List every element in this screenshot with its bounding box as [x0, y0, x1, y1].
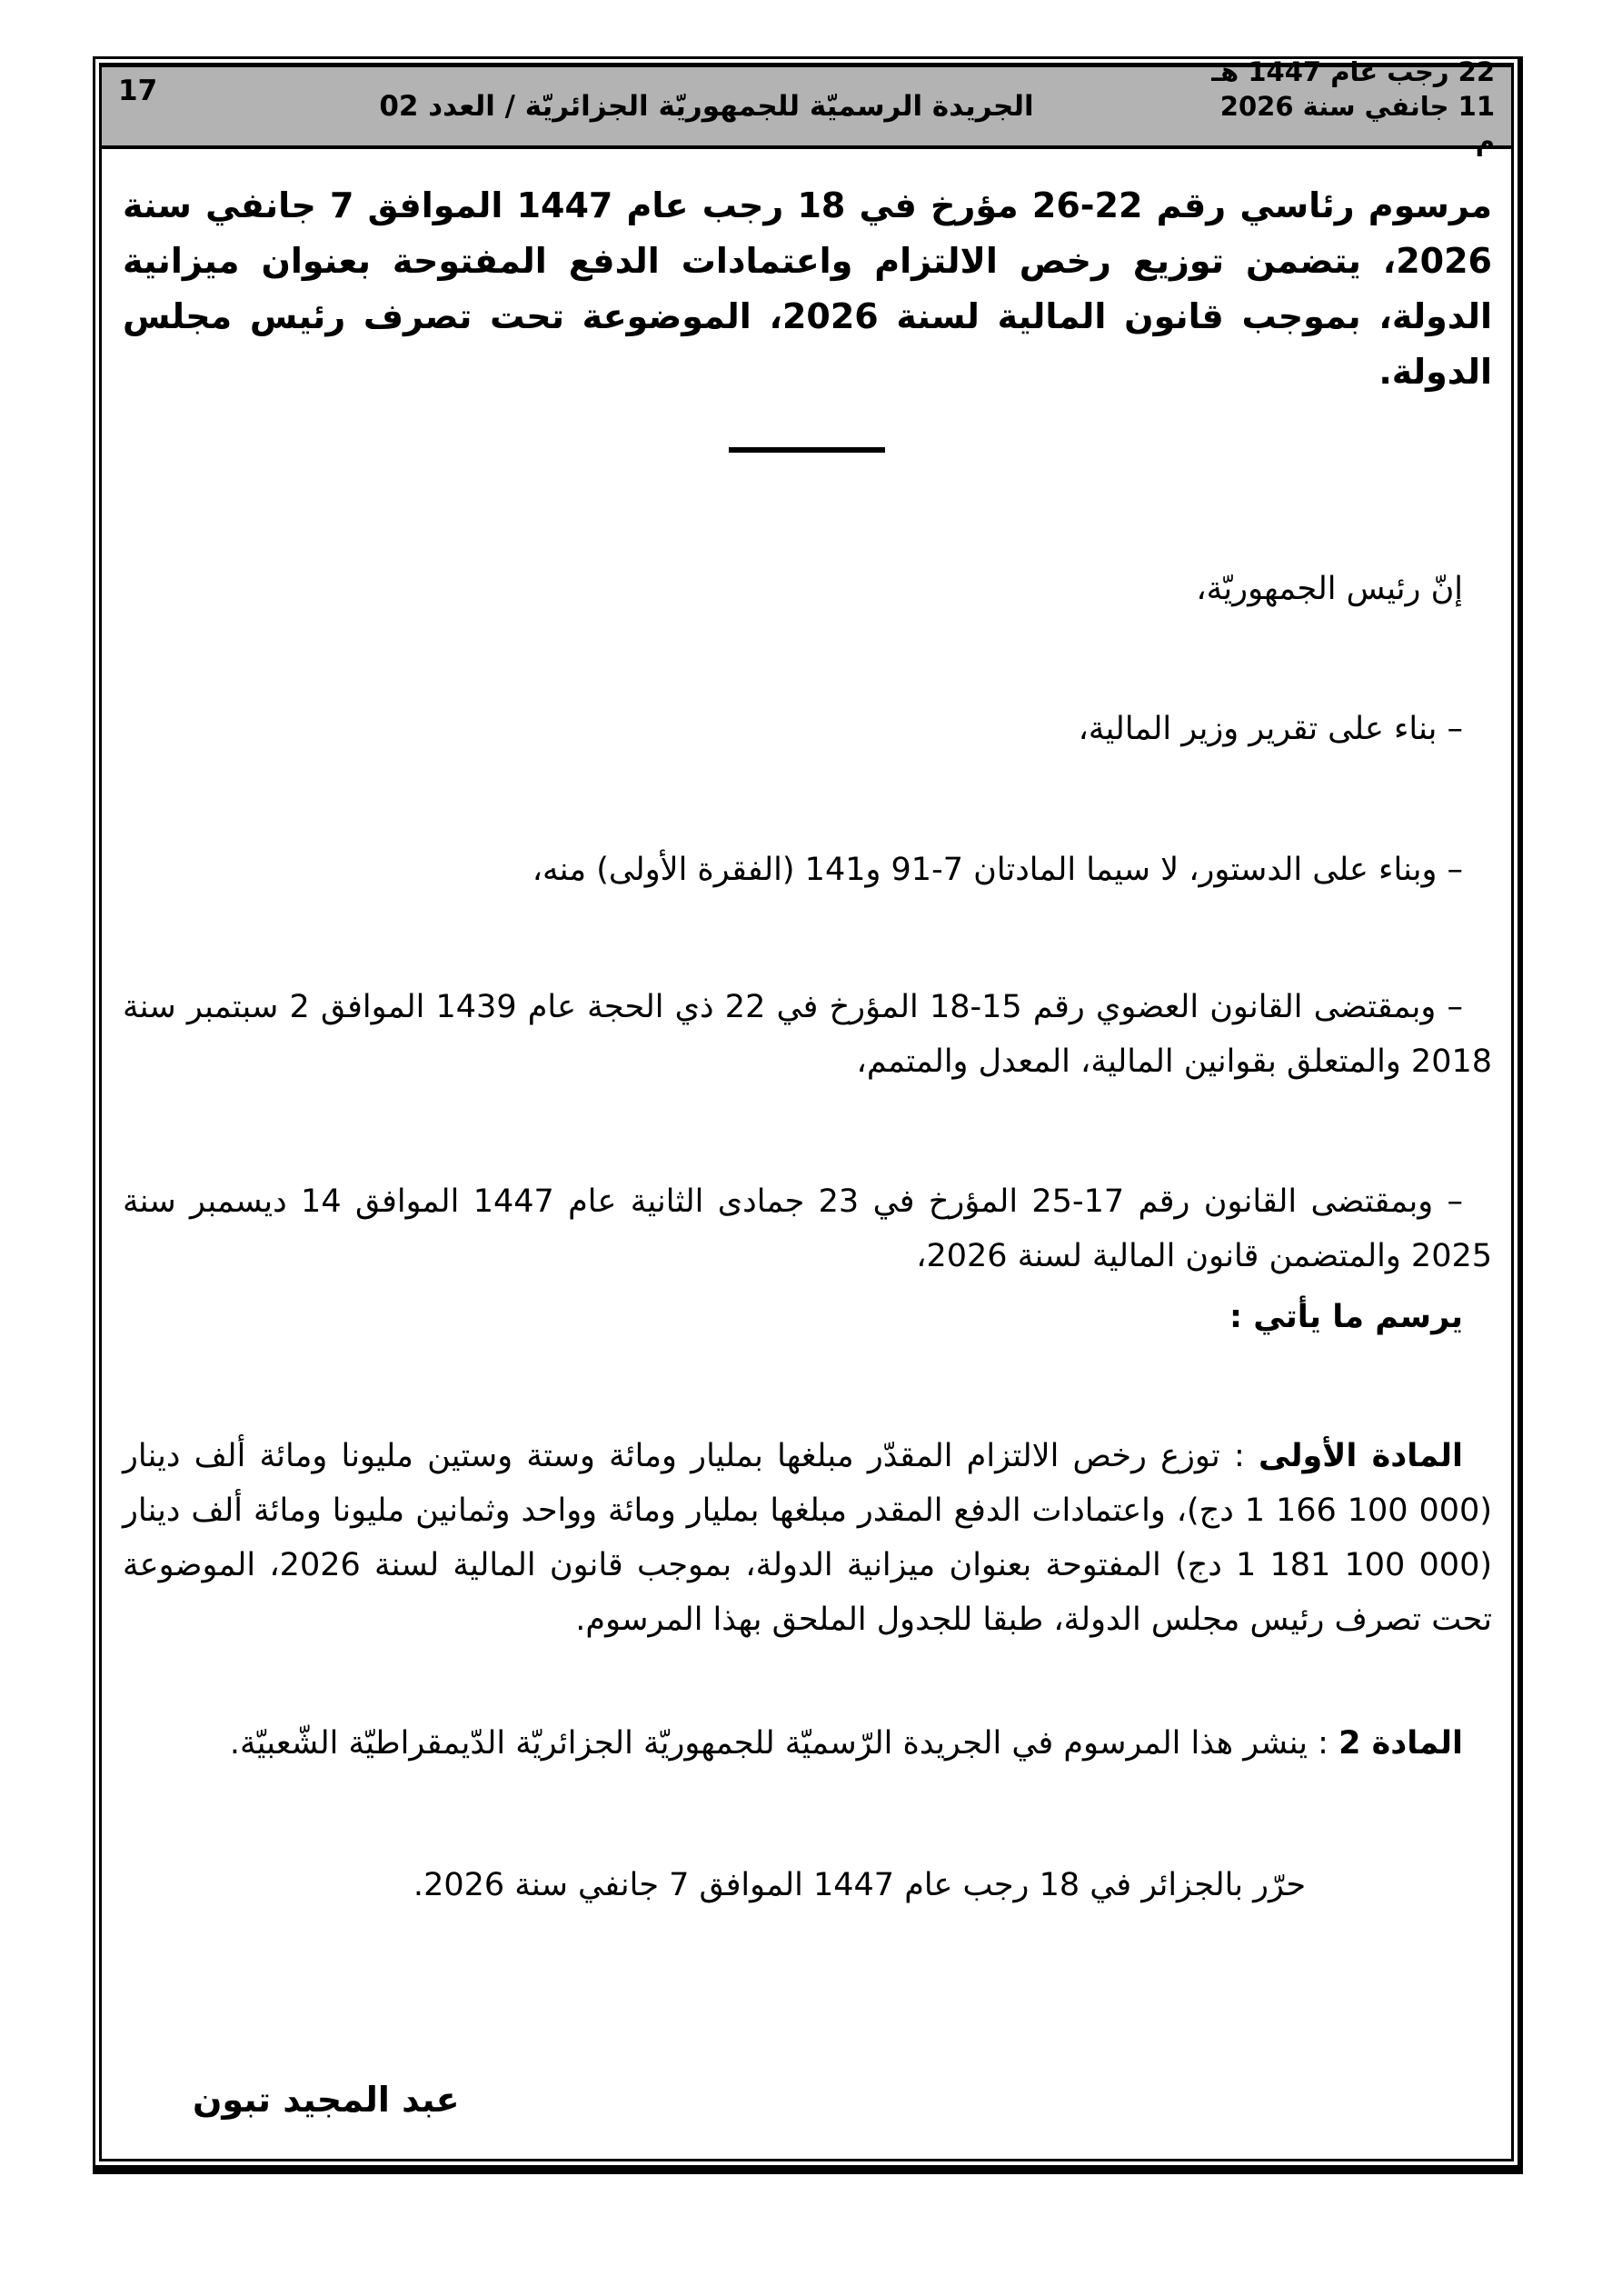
visa-item-4: – وبمقتضى القانون رقم 17-25 المؤرخ في 23 جمادى الثانية عام 1447 الموافق 14 ديسمبر سنة 2025 والمتضمن قانون المالية لسنة 2026،	[123, 1183, 1492, 1274]
enactment-clause: يرسم ما يأتي :	[1229, 1299, 1463, 1335]
header-dates	[1195, 55, 1495, 158]
hijri-date: 22 رجب عام 1447 هـ	[1211, 56, 1495, 87]
article-2-text: : ينشر هذا المرسوم في الجريدة الرّسميّة للجمهوريّة الجزائريّة الدّيمقراطيّة الشّعبيّة.	[229, 1725, 1339, 1762]
visa-item-3: – وبمقتضى القانون العضوي رقم 15-18 المؤرخ في 22 ذي الحجة عام 1439 الموافق 2 سبتمبر سنة 2018 والمتعلق بقوانين المالية، المعدل والمتمم،	[123, 989, 1492, 1080]
article-1-text: : توزع رخص الالتزام المقدّر مبلغها بمليار ومائة وستة وستين مليونا ومائة ألف دينار (1 166 100 000 دج)، واعتمادات الدفع المقدر مبلغها بمليار ومائة وواحد وثمانين مليونا ومائة ألف دينار (1 181 100 000 دج) المفتوحة بعنوان ميزانية الدولة، بموجب قانون المالية لسنة 2026، الموضوعة تحت تصرف رئيس مجلس الدولة، طبقا للجدول الملحق بهذا المرسوم.	[123, 1438, 1492, 1638]
journal-title: الجريدة الرسميّة للجمهوريّة الجزائريّة / العدد 02	[379, 90, 1034, 123]
article-1	[123, 1429, 1492, 1647]
section-separator	[729, 447, 885, 453]
signature-name: عبد المجيد تبون	[193, 2080, 460, 2120]
decree-title: مرسوم رئاسي رقم 22-26 مؤرخ في 18 رجب عام 1447 الموافق 7 جانفي سنة 2026، يتضمن توزيع رخص الالتزام واعتمادات الدفع المفتوحة بعنوان ميزانية الدولة، بموجب قانون المالية لسنة 2026، الموضوعة تحت تصرف رئيس مجلس الدولة.	[123, 185, 1492, 392]
preamble-intro: إنّ رئيس الجمهوريّة،	[1196, 571, 1463, 607]
visa-item-2: – وبناء على الدستور، لا سيما المادتان 7-91 و141 (الفقرة الأولى) منه،	[532, 852, 1463, 888]
header-band	[102, 56, 1511, 156]
article-1-label: المادة الأولى	[1258, 1438, 1463, 1474]
article-2-label: المادة 2	[1338, 1725, 1463, 1762]
place-date-line: حرّر بالجزائر في 18 رجب عام 1447 الموافق 7 جانفي سنة 2026.	[413, 1867, 1306, 1903]
article-2	[123, 1716, 1492, 1771]
gregorian-date: 11 جانفي سنة 2026 م	[1219, 91, 1495, 156]
page-number: 17	[118, 75, 158, 107]
visa-item-1: – بناء على تقرير وزير المالية،	[1078, 711, 1463, 747]
